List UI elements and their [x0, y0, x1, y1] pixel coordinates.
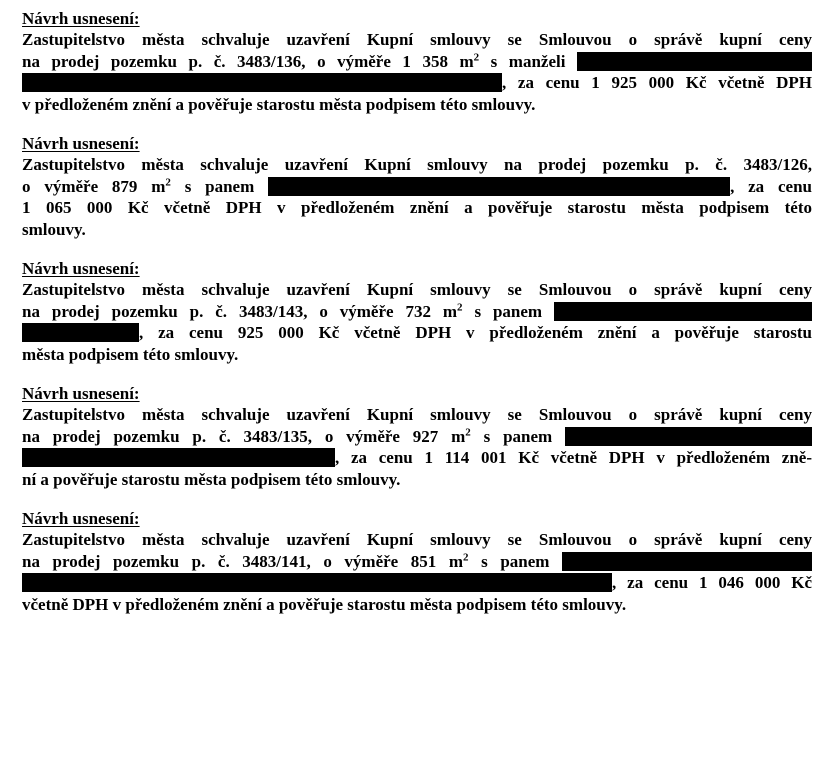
redaction-bar: [562, 552, 812, 571]
redaction-bar: [22, 573, 612, 592]
document-page: [22, 8, 812, 633]
text-line: , za cenu 1 046 000 Kč: [22, 572, 812, 594]
redaction-bar: [565, 427, 812, 446]
text-line: na prodej pozemku p. č. 3483/141, o výměře 851 $m^2$ s panem: [22, 551, 812, 573]
resolution-heading: Návrh usnesení:: [22, 384, 140, 403]
text-line: na prodej pozemku p. č. 3483/135, o výměře 927 $m^2$ s panem: [22, 426, 812, 448]
resolution-block-1: [22, 8, 812, 115]
resolution-block-2: [22, 133, 812, 240]
resolution-text: [22, 404, 812, 490]
text-line: , za cenu 1 925 000 Kč včetně DPH: [22, 72, 812, 94]
text-line: 1 065 000 Kč včetně DPH v předloženém znění a pověřuje starostu města podpisem této: [22, 198, 812, 217]
text-line: v předloženém znění a pověřuje starostu města podpisem této smlouvy.: [22, 94, 536, 114]
resolution-block-3: [22, 258, 812, 365]
text-line: na prodej pozemku p. č. 3483/136, o výměře 1 358 $m^2$ s manželi: [22, 51, 812, 73]
resolution-text: [22, 154, 812, 240]
text-line: Zastupitelstvo města schvaluje uzavření Kupní smlouvy se Smlouvou o správě kupní ceny: [22, 30, 812, 49]
resolution-text: [22, 529, 812, 615]
resolution-heading: Návrh usnesení:: [22, 9, 140, 28]
redaction-bar: [268, 177, 730, 196]
text-line: včetně DPH v předloženém znění a pověřuje starostu města podpisem této smlouvy.: [22, 594, 627, 614]
text-line: ní a pověřuje starostu města podpisem této smlouvy.: [22, 469, 401, 489]
resolution-heading: Návrh usnesení:: [22, 509, 140, 528]
resolution-block-4: [22, 383, 812, 490]
text-line: o výměře 879 $m^2$ s panem , za cenu: [22, 175, 812, 196]
text-line: Zastupitelstvo města schvaluje uzavření Kupní smlouvy se Smlouvou o správě kupní ceny: [22, 530, 812, 549]
resolution-block-5: [22, 508, 812, 615]
text-line: města podpisem této smlouvy.: [22, 344, 239, 364]
redaction-bar: [22, 323, 139, 342]
redaction-bar: [22, 448, 335, 467]
text-line: smlouvy.: [22, 219, 86, 239]
text-line: , za cenu 925 000 Kč včetně DPH v předloženém znění a pověřuje starostu: [22, 322, 812, 344]
redaction-bar: [22, 73, 502, 92]
text-line: na prodej pozemku p. č. 3483/143, o výměře 732 $m^2$ s panem: [22, 301, 812, 323]
redaction-bar: [554, 302, 812, 321]
resolution-text: [22, 279, 812, 365]
text-line: Zastupitelstvo města schvaluje uzavření Kupní smlouvy se Smlouvou o správě kupní ceny: [22, 405, 812, 424]
text-line: Zastupitelstvo města schvaluje uzavření Kupní smlouvy na prodej pozemku p. č. 3483/126,: [22, 155, 812, 174]
text-line: , za cenu 1 114 001 Kč včetně DPH v předloženém zně-: [22, 447, 812, 469]
resolution-text: [22, 29, 812, 115]
text-line: Zastupitelstvo města schvaluje uzavření Kupní smlouvy se Smlouvou o správě kupní ceny: [22, 280, 812, 299]
resolution-heading: Návrh usnesení:: [22, 134, 140, 153]
resolution-heading: Návrh usnesení:: [22, 259, 140, 278]
redaction-bar: [577, 52, 812, 71]
